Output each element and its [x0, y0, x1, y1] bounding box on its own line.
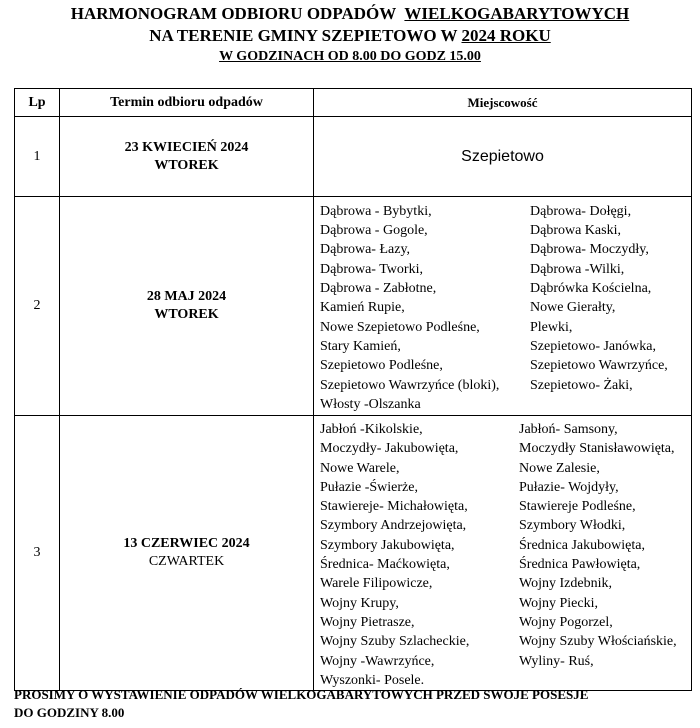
footer-line-2: DO GODZINY 8.00 [14, 705, 125, 720]
locality-item: Szepietowo Wawrzyńce, [530, 358, 668, 374]
header-subtitle-part: NA TERENIE GMINY SZEPIETOWO W [149, 26, 458, 45]
locality-item: Średnica Jakubowięta, [519, 537, 645, 553]
pickup-date-cell [60, 117, 314, 197]
locality-item: Szymbory Andrzejowięta, [320, 518, 467, 534]
locality-item: Szepietowo- Żaki, [530, 377, 633, 393]
pickup-date: 28 MAJ 2024 [146, 289, 227, 304]
pickup-day: WTOREK [154, 157, 219, 173]
locality-cell [314, 197, 692, 416]
locality-item: Wojny Pogorzel, [519, 614, 613, 630]
locality-item: Moczydły- Jakubowięta, [320, 441, 459, 457]
locality-item: Moczydły Stanisławowięta, [519, 441, 675, 457]
table-row [15, 416, 692, 691]
locality-list [314, 198, 691, 414]
locality-item: Wyszonki- Posele. [320, 672, 425, 688]
locality-item: Dąbrowa- Tworki, [320, 261, 423, 277]
locality-item: Dąbrowa- Łazy, [320, 242, 411, 258]
footer-notice [14, 686, 694, 722]
pickup-date-cell [60, 197, 314, 416]
locality-item: Dąbrowa Kaski, [530, 223, 621, 239]
header-title-part: HARMONOGRAM ODBIORU ODPADÓW [70, 4, 397, 23]
locality-item: Jabłoń -Kikolskie, [320, 422, 423, 437]
locality-item: Średnica Pawłowięta, [519, 557, 641, 573]
table-row [15, 117, 692, 197]
pickup-date: 13 CZERWIEC 2024 [123, 536, 250, 552]
locality-item: Stawiereje Podleśne, [519, 499, 636, 515]
locality-item: Dąbrowa - Zabłotne, [320, 281, 437, 297]
locality-item: Kamień Rupie, [320, 300, 405, 316]
locality-item: Włosty -Olszanka [320, 396, 421, 412]
header-line-2 [0, 26, 700, 46]
schedule-table [14, 88, 692, 691]
locality-item: Nowe Warele, [320, 460, 400, 476]
locality-item: Szymbory Włodki, [519, 518, 626, 534]
locality-item: Szepietowo Podleśne, [320, 358, 443, 374]
locality-item: Jabłoń- Samsony, [519, 422, 618, 437]
locality-item: Wojny Izdebnik, [519, 576, 612, 592]
locality-item: Plewki, [530, 319, 573, 335]
locality-list [314, 416, 691, 690]
locality-item: Wojny Krupy, [320, 595, 399, 611]
locality-item: Stary Kamień, [320, 338, 401, 354]
header-year-underlined: 2024 ROKU [461, 26, 551, 45]
column-header-locality: Miejscowość [314, 89, 692, 117]
table-header-row [15, 89, 692, 117]
locality-item: Nowe Zalesie, [519, 460, 600, 476]
locality-item: Dąbrówka Kościelna, [530, 281, 652, 297]
pickup-date: 23 KWIECIEŃ 2024 [124, 139, 249, 155]
locality-item: Wojny -Wawrzyńce, [320, 653, 435, 669]
header-line-1 [0, 4, 700, 24]
header-title-underlined: WIELKOGABARYTOWYCH [404, 4, 630, 23]
locality-item: Nowe Gierałty, [530, 300, 616, 316]
locality-item: Dąbrowa- Dołęgi, [530, 203, 632, 219]
locality-item: Pułazie -Świerże, [320, 479, 418, 495]
locality-item: Szymbory Jakubowięta, [320, 537, 455, 553]
locality-item: Dąbrowa - Bybytki, [320, 203, 432, 219]
locality-item: Szepietowo Wawrzyńce (bloki), [320, 377, 500, 393]
locality-item: Wojny Szuby Włościańskie, [519, 634, 677, 650]
locality-item: Warele Filipowicze, [320, 576, 433, 592]
footer-line-1: PROSIMY O WYSTAWIENIE ODPADÓW WIELKOGABARYTOWYCH PRZED SWOJE POSESJE [14, 687, 589, 702]
locality-item: Średnica- Maćkowięta, [320, 557, 450, 573]
row-number: 3 [15, 416, 60, 691]
locality-item: Dąbrowa- Moczydły, [530, 242, 649, 258]
locality-item: Dąbrowa -Wilki, [530, 261, 625, 277]
column-header-date: Termin odbioru odpadów [60, 89, 314, 117]
locality-item: Wojny Pietrasze, [320, 614, 415, 630]
row-number: 1 [15, 117, 60, 197]
pickup-date-cell [60, 416, 314, 691]
locality-item: Wojny Piecki, [519, 595, 598, 611]
locality-item: Pułazie- Wojdyły, [519, 479, 619, 495]
pickup-day: CZWARTEK [148, 554, 225, 570]
locality-item: Szepietowo- Janówka, [530, 338, 656, 354]
pickup-day: WTOREK [154, 307, 219, 322]
row-number: 2 [15, 197, 60, 416]
locality-cell [314, 416, 692, 691]
locality-item: Dąbrowa - Gogole, [320, 223, 428, 239]
locality-item: Nowe Szepietowo Podleśne, [320, 319, 480, 335]
header-hours: W GODZINACH OD 8.00 DO GODZ 15.00 [219, 49, 481, 64]
table-row [15, 197, 692, 416]
locality-cell: Szepietowo [314, 117, 692, 197]
locality-item: Wojny Szuby Szlacheckie, [320, 634, 470, 650]
column-header-lp: Lp [15, 89, 60, 117]
locality-item: Wyliny- Ruś, [519, 653, 594, 669]
locality-item: Stawiereje- Michałowięta, [320, 499, 468, 515]
